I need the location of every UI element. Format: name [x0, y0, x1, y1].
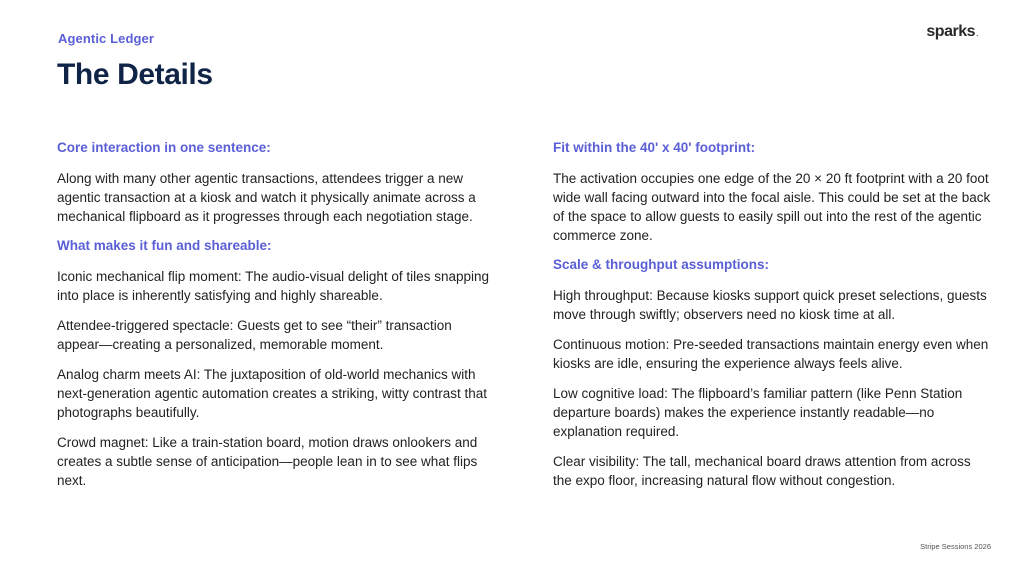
scale-point-low-cognitive-load: Low cognitive load: The flipboard’s familiar pattern (like Penn Station departure boards) makes the experience instantly readable—no explanation required.: [553, 386, 963, 439]
eyebrow-label: Agentic Ledger: [58, 31, 155, 46]
fun-point-spectacle: Attendee-triggered spectacle: Guests get to see “their” transaction appear—creating a personalized, memorable moment.: [57, 318, 452, 352]
fun-point-crowd-magnet: Crowd magnet: Like a train-station board, motion draws onlookers and creates a subtle sense of anticipation—people lean in to see what flips next.: [57, 435, 478, 488]
scale-point-continuous-motion: Continuous motion: Pre-seeded transactions maintain energy even when kiosks are idle, ensuring the experience always feels alive.: [553, 337, 989, 371]
scale-point-high-throughput: High throughput: Because kiosks support quick preset selections, guests move through swiftly; observers need no kiosk time at all.: [553, 288, 987, 322]
section-heading-footprint: Fit within the 40' x 40' footprint:: [553, 140, 756, 155]
right-column: [553, 139, 993, 501]
footprint-text: The activation occupies one edge of the 20 × 20 ft footprint with a 20 foot wide wall facing outward into the focal aisle. This could be set at the back of the space to allow guests to easily spill out into the rest of the agentic commerce zone.: [553, 171, 991, 243]
footer-event-label: Stripe Sessions 2026: [920, 542, 991, 551]
scale-point-clear-visibility: Clear visibility: The tall, mechanical board draws attention from across the expo floor, increasing natural flow without congestion.: [553, 454, 971, 488]
brand-mark: .: [975, 28, 978, 38]
page-title: The Details: [57, 58, 213, 91]
section-heading-core-interaction: Core interaction in one sentence:: [57, 140, 271, 155]
brand-logo: [926, 23, 978, 41]
fun-point-analog-charm: Analog charm meets AI: The juxtaposition of old-world mechanics with next-generation agentic automation creates a striking, witty contrast that photographs beautifully.: [57, 367, 487, 420]
section-heading-scale-throughput: Scale & throughput assumptions:: [553, 257, 770, 272]
left-column: [57, 139, 497, 501]
section-heading-fun-shareable: What makes it fun and shareable:: [57, 238, 272, 253]
brand-name: sparks: [926, 23, 975, 40]
fun-point-flip-moment: Iconic mechanical flip moment: The audio-visual delight of tiles snapping into place is inherently satisfying and highly shareable.: [57, 269, 489, 303]
core-interaction-text: Along with many other agentic transactions, attendees trigger a new agentic transaction at a kiosk and watch it physically animate across a mechanical flipboard as it progresses through each negotiation stage.: [57, 171, 476, 224]
